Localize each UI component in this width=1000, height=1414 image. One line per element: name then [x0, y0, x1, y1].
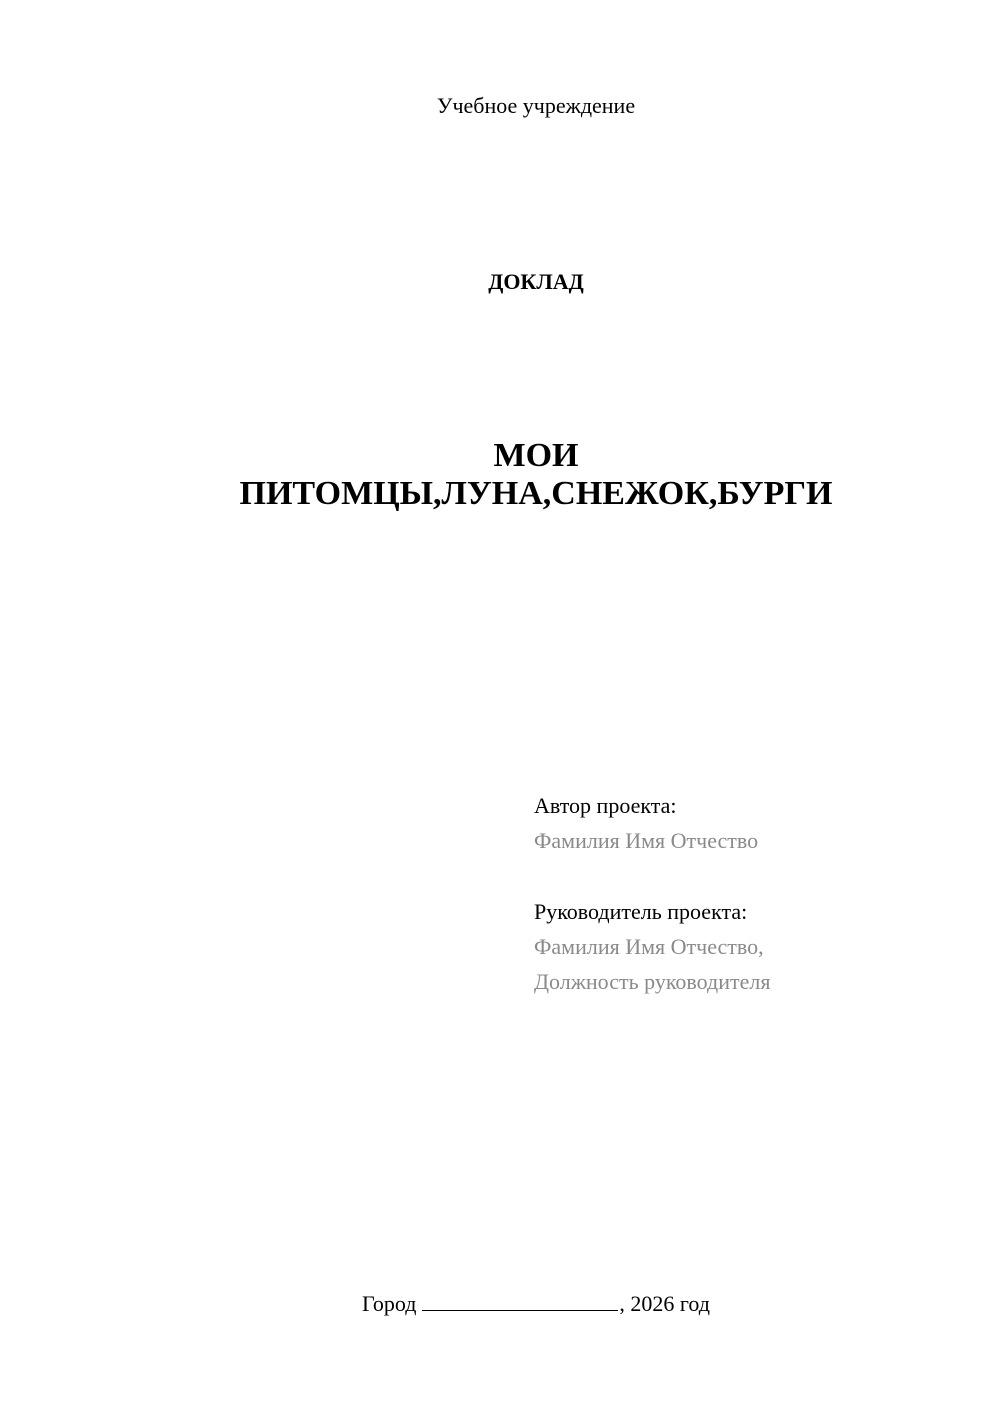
supervisor-name: Фамилия Имя Отчество,	[534, 934, 764, 959]
supervisor-label: Руководитель проекта:	[534, 899, 748, 924]
author-label: Автор проекта:	[534, 793, 677, 818]
institution-name: Учебное учреждение	[436, 93, 636, 118]
title-line-2: ПИТОМЦЫ,ЛУНА,СНЕЖОК,БУРГИ	[239, 475, 833, 512]
city-year-line	[0, 1290, 1000, 1318]
document-type: ДОКЛАД	[488, 269, 584, 294]
city-label: Город	[362, 1291, 417, 1316]
project-credits	[534, 788, 974, 999]
city-blank-line	[422, 1290, 618, 1311]
year-text: , 2026 год	[619, 1291, 710, 1316]
supervisor-position: Должность руководителя	[534, 969, 771, 994]
credits-spacer	[534, 858, 974, 894]
document-title	[0, 437, 1000, 513]
author-name: Фамилия Имя Отчество	[534, 828, 759, 853]
title-line-1: МОИ	[493, 437, 579, 474]
